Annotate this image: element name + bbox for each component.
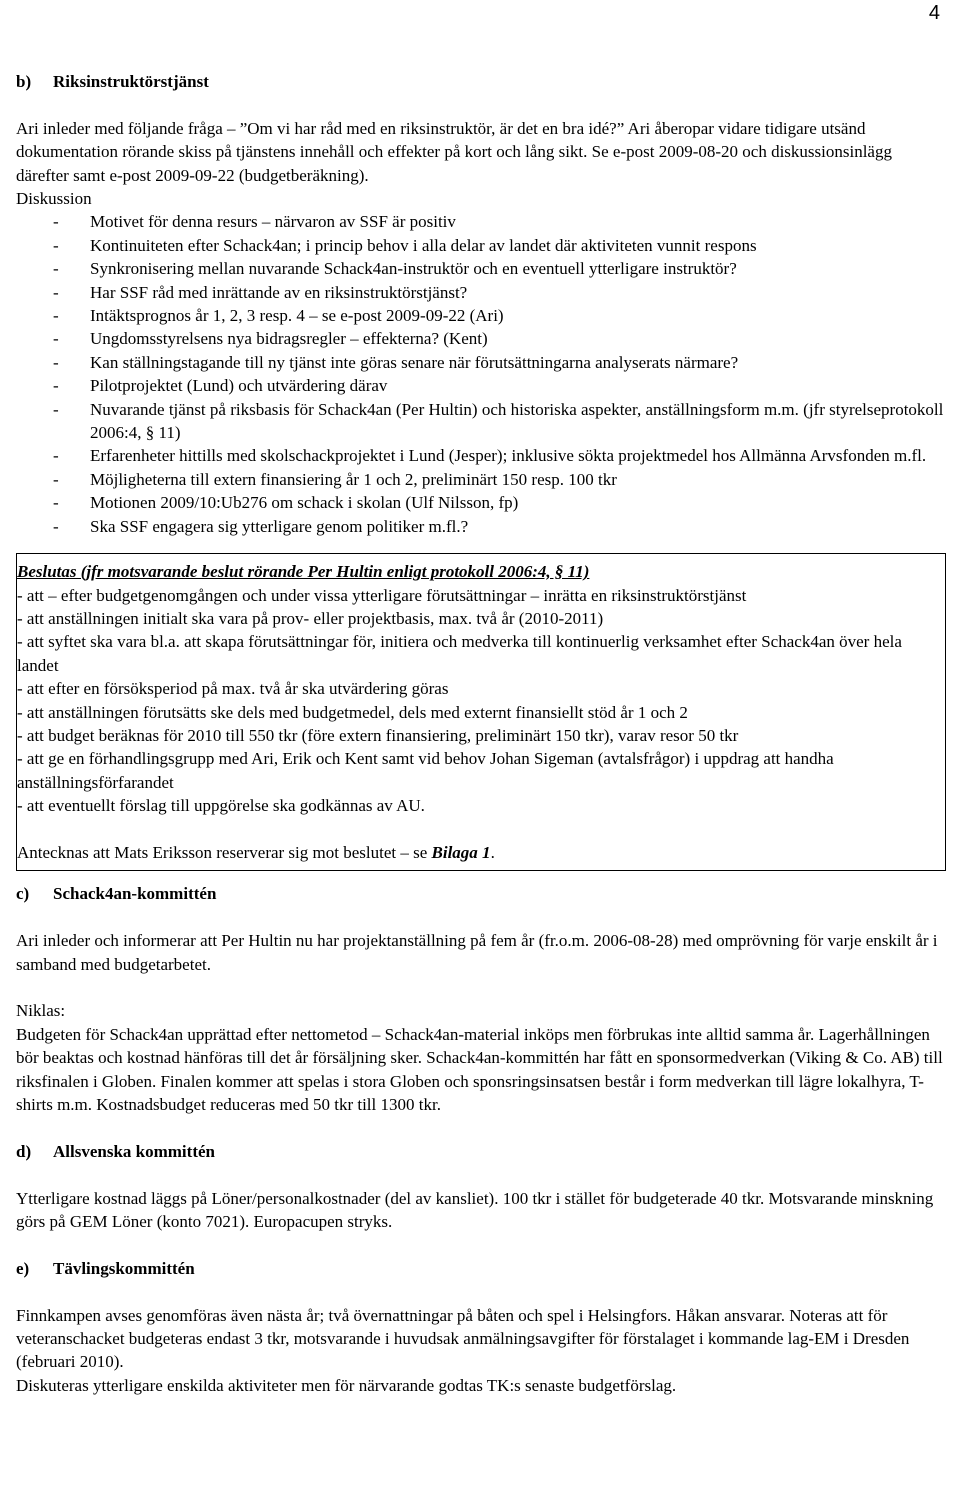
document-body: [16, 70, 946, 1397]
section-b-label: b): [16, 72, 32, 91]
list-item: - Pilotprojektet (Lund) och utvärdering därav: [16, 374, 946, 397]
section-b-intro: Ari inleder med följande fråga – ”Om vi har råd med en riksinstruktör, är det en bra idé?” Ari åberopar vidare tidigare utsänd dokumentation rörande skiss på tjänstens innehåll och effekter på kort och lång sikt. Se e-post 2009-08-20 och diskussionsinlägg därefter samt e-post 2009-09-22 (budgetberäkning).: [16, 118, 892, 185]
decision-line: - att – efter budgetgenomgången och under vissa ytterligare förutsättningar – inrätta en riksinstruktörstjänst: [17, 585, 747, 605]
decision-title: Beslutas (jfr motsvarande beslut rörande Per Hultin enligt protokoll 2006:4, § 11): [17, 562, 590, 582]
section-d-title: Allsvenska kommittén: [53, 1141, 215, 1161]
discussion-label: Diskussion: [16, 189, 92, 209]
decision-line: - att efter en försöksperiod på max. två år ska utvärdering göras: [17, 679, 449, 699]
list-item: - Ungdomsstyrelsens nya bidragsregler – effekterna? (Kent): [16, 327, 946, 350]
list-item: - Ska SSF engagera sig ytterligare genom politiker m.fl.?: [16, 515, 946, 538]
section-d-heading: [16, 1140, 946, 1163]
section-e-heading: [16, 1257, 946, 1280]
list-item: - Synkronisering mellan nuvarande Schack4an-instruktör och en eventuell ytterligare instruktör?: [16, 257, 946, 280]
section-e-title: Tävlingskommittén: [53, 1258, 195, 1278]
list-item: - Kontinuiteten efter Schack4an; i princip behov i alla delar av landet där aktiviteten vunnit respons: [16, 234, 946, 257]
list-item: - Nuvarande tjänst på riksbasis för Schack4an (Per Hultin) och historiska aspekter, anställningsform m.m. (jfr styrelseprotokoll 2006:4, § 11): [16, 398, 946, 445]
section-d-label: d): [16, 1141, 32, 1161]
list-item: - Har SSF råd med inrättande av en riksinstruktörstjänst?: [16, 281, 946, 304]
decision-line: - att anställningen förutsätts ske dels med budgetmedel, dels med externt finansiellt stöd år 1 och 2: [17, 702, 688, 722]
reservation-note: [17, 841, 943, 864]
decision-line: - att budget beräknas för 2010 till 550 tkr (före extern finansiering, preliminärt 150 tkr), varav resor 50 tkr: [17, 725, 739, 745]
list-item: - Motionen 2009/10:Ub276 om schack i skolan (Ulf Nilsson, fp): [16, 491, 946, 514]
speaker-label: Niklas:: [16, 1001, 66, 1021]
decision-line: - att ge en förhandlingsgrupp med Ari, Erik och Kent samt vid behov Johan Sigeman (avtalsfrågor) i uppdrag att handha anställningsförfarandet: [17, 749, 834, 792]
decision-line: - att syftet ska vara bl.a. att skapa förutsättningar för, initiera och medverka till kontinuerlig verksamhet efter Schack4an över hela landet: [17, 632, 902, 675]
list-item: - Intäktsprognos år 1, 2, 3 resp. 4 – se e-post 2009-09-22 (Ari): [16, 304, 946, 327]
section-c-intro: Ari inleder och informerar att Per Hultin nu har projektanställning på fem år (fr.o.m. 2006-08-28) med omprövning för varje enskilt år i samband med budgetarbetet.: [16, 931, 938, 974]
section-b-title: Riksinstruktörstjänst: [53, 72, 209, 91]
section-c-title: Schack4an-kommittén: [53, 884, 217, 904]
section-c-label: c): [16, 884, 30, 904]
reservation-text: Antecknas att Mats Eriksson reserverar sig mot beslutet – se: [17, 842, 432, 862]
section-e-label: e): [16, 1258, 30, 1278]
list-item: - Kan ställningstagande till ny tjänst inte göras senare när förutsättningarna analyserats närmare?: [16, 351, 946, 374]
section-e-body-2: Diskuteras ytterligare enskilda aktiviteter men för närvarande godtas TK:s senaste budgetförslag.: [16, 1375, 677, 1395]
decision-box: [16, 553, 946, 871]
decision-line: - att eventuellt förslag till uppgörelse ska godkännas av AU.: [17, 796, 425, 816]
list-item: - Motivet för denna resurs – närvaron av SSF är positiv: [16, 210, 946, 233]
reservation-end: .: [490, 842, 495, 862]
page-number: 4: [928, 2, 940, 24]
discussion-list: [16, 210, 946, 538]
section-e-body: Finnkampen avses genomföras även nästa år; två övernattningar på båten och spel i Helsingfors. Håkan ansvarar. Noteras att för veteranschacket budgeteras endast 3 tkr, motsvarande i huvudsak anmälningsavgifter för förstalaget i kommande lag-EM i Dresden (februari 2010).: [16, 1305, 910, 1372]
section-c-body: Budgeten för Schack4an upprättad efter nettometod – Schack4an-material inköps men förbrukas inte alltid samma år. Lagerhållningen bör beaktas och kostnad hänföras till det år försäljning sker. Schack4an-kommittén har fått en sponsormedverkan (Viking & Co. AB) till riksfinalen i Globen. Finalen kommer att spelas i stora Globen och sponsringsinsatsen består i form medverkan till lägre lokalhyra, T-shirts m.m. Kostnadsbudget reduceras med 50 tkr till 1300 tkr.: [16, 1024, 943, 1114]
section-c-heading: [16, 882, 946, 905]
decision-line: - att anställningen initialt ska vara på prov- eller projektbasis, max. två år (2010-2011): [17, 608, 604, 628]
section-b-heading: [16, 70, 946, 93]
section-d-body: Ytterligare kostnad läggs på Löner/personalkostnader (del av kansliet). 100 tkr i stället för budgeterade 40 tkr. Motsvarande minskning görs på GEM Löner (konto 7021). Europacupen stryks.: [16, 1188, 934, 1231]
bilaga-reference: Bilaga 1: [431, 842, 491, 862]
list-item: - Erfarenheter hittills med skolschackprojektet i Lund (Jesper); inklusive sökta projektmedel hos Allmänna Arvsfonden m.fl.: [16, 444, 946, 467]
list-item: - Möjligheterna till extern finansiering år 1 och 2, preliminärt 150 resp. 100 tkr: [16, 468, 946, 491]
